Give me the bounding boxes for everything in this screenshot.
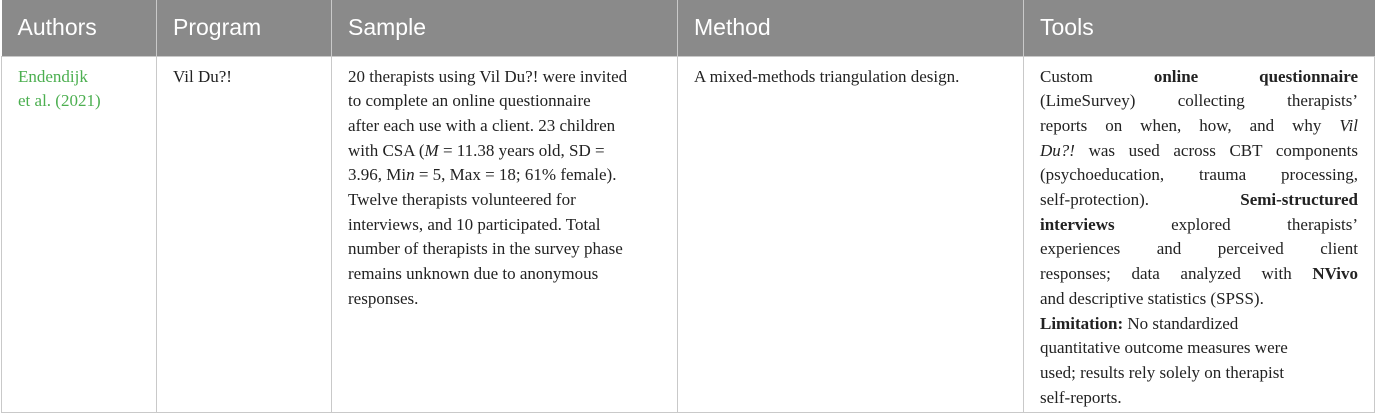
tools-line <box>1040 139 1358 164</box>
sample-line: Twelve therapists volunteered for <box>348 190 576 210</box>
tools-line: self-reports. <box>1040 387 1122 407</box>
author-line: et al. (2021) <box>18 91 101 111</box>
table-row <box>2 56 1375 412</box>
tools-text: explored <box>1171 214 1231 234</box>
tools-line: experiences and perceived client <box>1040 239 1358 259</box>
sample-line <box>348 163 661 188</box>
tools-text: Custom <box>1040 66 1093 86</box>
method-cell <box>678 56 1024 412</box>
tools-line <box>1040 65 1358 90</box>
header-method: Method <box>678 0 1024 56</box>
header-authors: Authors <box>2 0 157 56</box>
header-program: Program <box>157 0 332 56</box>
authors-cell <box>2 56 157 412</box>
author-citation-link[interactable] <box>18 65 140 114</box>
sample-line: after each use with a client. 23 children <box>348 115 616 135</box>
tools-bold: Semi-structured <box>1240 190 1358 210</box>
sample-text: = 11.38 years old, SD = <box>438 140 605 160</box>
header-tools: Tools <box>1024 0 1375 56</box>
tools-italic: Du?! <box>1040 140 1075 160</box>
tools-line: and descriptive statistics (SPSS). <box>1040 288 1264 308</box>
sample-line: responses. <box>348 288 419 308</box>
tools-text: reports on when, how, and why <box>1040 115 1322 135</box>
tools-line: (psychoeducation, trauma processing, <box>1040 165 1358 185</box>
program-cell <box>157 56 332 412</box>
tools-italic: Vil <box>1339 115 1358 135</box>
tools-text: No standardized <box>1123 313 1239 333</box>
sample-text: with CSA ( <box>348 140 425 160</box>
method-text: A mixed-methods triangulation design. <box>694 66 960 86</box>
tools-text: self-protection). <box>1040 190 1150 210</box>
table-header-row <box>2 0 1375 56</box>
sample-line: 20 therapists using Vil Du?! were invited <box>348 66 628 86</box>
tools-line: (LimeSurvey) collecting therapists’ <box>1040 91 1358 111</box>
sample-italic: M <box>424 140 439 160</box>
tools-bold: NVivo <box>1312 264 1359 284</box>
author-line: Endendijk <box>18 66 88 86</box>
tools-cell <box>1024 56 1375 412</box>
tools-line <box>1040 213 1358 238</box>
tools-bold: Limitation: <box>1040 313 1124 333</box>
sample-line: number of therapists in the survey phase <box>348 239 623 259</box>
tools-line <box>1040 312 1358 337</box>
tools-line <box>1040 188 1358 213</box>
sample-line: to complete an online questionnaire <box>348 91 591 111</box>
literature-table <box>1 0 1375 413</box>
header-sample: Sample <box>332 0 678 56</box>
sample-line: interviews, and 10 participated. Total <box>348 214 601 234</box>
sample-text: = 5, Max = 18; 61% female). <box>414 165 617 185</box>
tools-line: quantitative outcome measures were <box>1040 338 1288 358</box>
tools-text: therapists’ <box>1287 214 1358 234</box>
tools-text: was used across CBT components <box>1074 140 1358 160</box>
tools-bold: online questionnaire <box>1153 66 1358 86</box>
sample-cell <box>332 56 678 412</box>
program-name: Vil Du?! <box>173 66 232 86</box>
tools-text: responses; data analyzed with <box>1040 264 1292 284</box>
sample-line: remains unknown due to anonymous <box>348 264 599 284</box>
tools-line: used; results rely solely on therapist <box>1040 362 1285 382</box>
sample-text: 3.96, Mi <box>348 165 407 185</box>
tools-bold: interviews <box>1040 214 1115 234</box>
sample-italic: n <box>406 165 415 185</box>
tools-line <box>1040 262 1358 287</box>
tools-line <box>1040 114 1358 139</box>
sample-line <box>348 139 661 164</box>
